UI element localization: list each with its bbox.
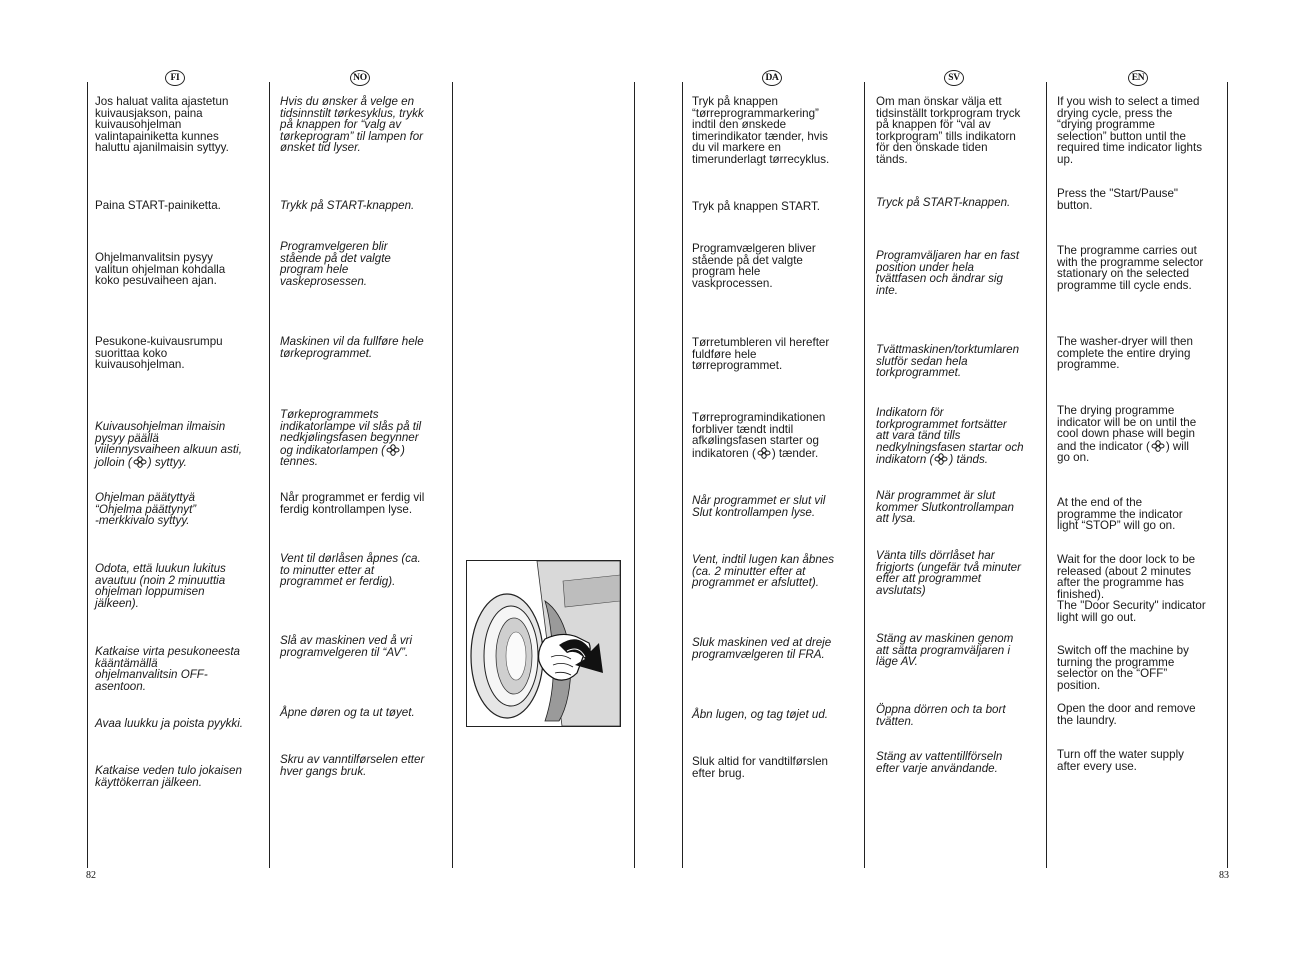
language-badge-sv: SV	[944, 70, 964, 86]
fi-step-remove-laundry: Avaa luukku ja poista pyykki.	[95, 717, 244, 730]
sv-cool-down-text-b: ) tänds.	[949, 453, 989, 467]
da-step-cool-down-indicator	[692, 412, 825, 459]
en-step-press-start: Press the "Start/Pause" button.	[1057, 187, 1179, 212]
language-badge-da: DA	[762, 70, 782, 86]
column-rule	[1046, 82, 1047, 868]
da-step-water-supply: Sluk altid for vandtilførslen efter brug.	[692, 755, 828, 780]
en-cool-down-text-b: ) will go on.	[1057, 439, 1189, 465]
fi-cool-down-text-b: ) syttyy.	[147, 455, 187, 469]
washer-door-open-illustration	[466, 560, 621, 727]
en-step-remove-laundry: Open the door and remove the laundry.	[1057, 702, 1196, 727]
en-step-water-supply: Turn off the water supply after every use.	[1057, 748, 1184, 773]
sv-step-wait-door-lock: Vänta tills dörrlåset har frigjorts (ungefär två minuter efter att programmet avslutats)	[876, 549, 1021, 597]
language-badge-no: NO	[350, 70, 370, 86]
sv-step-press-start: Tryck på START-knappen.	[876, 196, 1011, 209]
no-cool-down-text-b: ) tennes.	[280, 443, 405, 469]
da-step-remove-laundry: Åbn lugen, og tag tøjet ud.	[692, 708, 829, 721]
sv-step-remove-laundry: Öppna dörren och ta bort tvätten.	[876, 703, 1006, 728]
fi-cool-down-text-a: Kuivausohjelman ilmaisin pysyy päällä viilennysvaiheen alkuun asti, jolloin (	[95, 420, 242, 469]
fan-icon	[1151, 440, 1165, 452]
da-step-complete-program: Tørretumbleren vil herefter fuldføre hele tørreprogrammet.	[692, 336, 830, 373]
fi-step-select-timed-cycle: Jos haluat valita ajastetun kuivausjakson, paina kuivausohjelman valintapainiketta kunnes haluttu ajanilmaisin syttyy.	[95, 95, 229, 155]
no-step-complete-program: Maskinen vil da fullføre hele tørkeprogrammet.	[280, 335, 424, 360]
language-badge-fi: FI	[165, 70, 185, 86]
fi-step-press-start: Paina START-painiketta.	[95, 199, 221, 212]
da-step-wait-door-lock: Vent, indtil lugen kan åbnes (ca. 2 minutter efter at programmet er afsluttet).	[692, 553, 835, 590]
fi-step-complete-program: Pesukone-kuivausrumpu suorittaa koko kuivausohjelman.	[95, 335, 223, 372]
en-step-select-timed-cycle: If you wish to select a timed drying cycle, press the “drying programme selection” button until the required time indicator lights up.	[1057, 95, 1202, 166]
fi-step-cool-down-indicator	[95, 421, 242, 468]
language-badge-en: EN	[1128, 70, 1148, 86]
en-step-selector-stationary: The programme carries out with the programme selector stationary on the selected programme till cycle ends.	[1057, 244, 1204, 292]
da-step-end-indicator: Når programmet er slut vil Slut kontrollampen lyse.	[692, 494, 826, 519]
column-rule	[269, 82, 270, 868]
en-step-switch-off: Switch off the machine by turning the programme selector on the “OFF” position.	[1057, 644, 1189, 692]
sv-step-end-indicator: När programmet är slut kommer Slutkontrollampan att lysa.	[876, 489, 1014, 526]
column-rule	[864, 82, 865, 868]
no-step-select-timed-cycle: Hvis du ønsker å velge en tidsinnstilt tørkesyklus, trykk på knappen for “valg av tørkeprogram” til lampen for ønsket tid lyser.	[280, 95, 424, 155]
no-step-remove-laundry: Åpne døren og ta ut tøyet.	[280, 706, 415, 719]
sv-step-cool-down-indicator	[876, 407, 1024, 466]
column-rule	[87, 82, 88, 868]
no-cool-down-text-a: Tørkeprogrammets indikatorlampe vil slås på til nedkjølingsfasen begynner og indikatorlampen (	[280, 408, 422, 457]
no-step-end-indicator: Når programmet er ferdig vil ferdig kontrollampen lyse.	[280, 491, 425, 516]
no-step-switch-off: Slå av maskinen ved å vri programvelgeren til “AV”.	[280, 634, 413, 659]
no-step-wait-door-lock: Vent til dørlåsen åpnes (ca. to minutter etter at programmet er ferdig).	[280, 552, 421, 589]
fan-icon	[757, 447, 771, 459]
no-step-press-start: Trykk på START-knappen.	[280, 199, 415, 212]
sv-step-switch-off: Stäng av maskinen genom att sätta programväljaren i läge AV.	[876, 632, 1014, 669]
da-cool-down-text-a: Tørreprogramindikationen forbliver tændt indtil afkølingsfasen starter og indikatoren (	[692, 411, 826, 460]
da-cool-down-text-b: ) tænder.	[771, 446, 819, 460]
sv-step-select-timed-cycle: Om man önskar välja ett tidsinställt torkprogram tryck på knappen för “val av torkprogram” tills indikatorn för den önskade tiden tänds.	[876, 95, 1021, 166]
fi-step-end-indicator: Ohjelman päätyttyä “Ohjelma päättynyt” -merkkivalo syttyy.	[95, 491, 197, 528]
no-step-water-supply: Skru av vanntilførselen etter hver gangs bruk.	[280, 753, 425, 778]
fan-icon	[133, 456, 147, 468]
no-step-selector-stationary: Programvelgeren blir stående på det valgte program hele vaskeprosessen.	[280, 240, 391, 288]
fi-step-wait-door-lock: Odota, että luukun lukitus avautuu (noin 2 minuuttia ohjelman loppumisen jälkeen).	[95, 562, 226, 610]
en-cool-down-text-a: The drying programme indicator will be on until the cool down phase will begin and the indicator (	[1057, 404, 1197, 453]
en-step-wait-door-lock: Wait for the door lock to be released (about 2 minutes after the programme has finished). The "Door Security" indicator light will go out.	[1057, 553, 1206, 624]
sv-step-water-supply: Stäng av vattentillförseln efter varje användande.	[876, 750, 1003, 775]
fi-step-switch-off: Katkaise virta pesukoneesta kääntämällä ohjelmanvalitsin OFF- asentoon.	[95, 645, 241, 693]
fi-step-water-supply: Katkaise veden tulo jokaisen käyttökerran jälkeen.	[95, 764, 242, 789]
column-rule	[452, 82, 453, 868]
fi-step-selector-stationary: Ohjelmanvalitsin pysyy valitun ohjelman kohdalla koko pesuvaiheen ajan.	[95, 251, 226, 288]
page-number-left: 82	[86, 870, 96, 881]
da-step-selector-stationary: Programvælgeren bliver stående på det valgte program hele vaskprocessen.	[692, 242, 816, 290]
column-rule	[1227, 82, 1228, 868]
page-number-right: 83	[1219, 870, 1229, 881]
da-step-select-timed-cycle: Tryk på knappen “tørreprogrammarkering” indtil den ønskede timerindikator tænder, hvis du vil markere en timerunderlagt tørrecyklus.	[692, 95, 830, 166]
sv-cool-down-text-a: Indikatorn för torkprogrammet fortsätter att vara tänd tills nedkylningsfasen startar och indikatorn (	[876, 406, 1024, 467]
sv-step-complete-program: Tvättmaskinen/torktumlaren slutför sedan hela torkprogrammet.	[876, 343, 1020, 380]
en-step-cool-down-indicator	[1057, 405, 1196, 464]
en-step-complete-program: The washer-dryer will then complete the entire drying programme.	[1057, 335, 1193, 372]
sv-step-selector-stationary: Programväljaren har en fast position under hela tvättfasen och ändrar sig inte.	[876, 249, 1020, 297]
no-step-cool-down-indicator	[280, 409, 421, 468]
da-step-press-start: Tryk på knappen START.	[692, 200, 821, 213]
column-rule	[682, 82, 683, 868]
da-step-switch-off: Sluk maskinen ved at dreje programvælgeren til FRA.	[692, 636, 832, 661]
column-rule	[634, 82, 635, 868]
fan-icon	[934, 453, 948, 465]
fan-icon	[386, 444, 400, 456]
en-step-end-indicator: At the end of the programme the indicator light “STOP” will go on.	[1057, 496, 1183, 533]
